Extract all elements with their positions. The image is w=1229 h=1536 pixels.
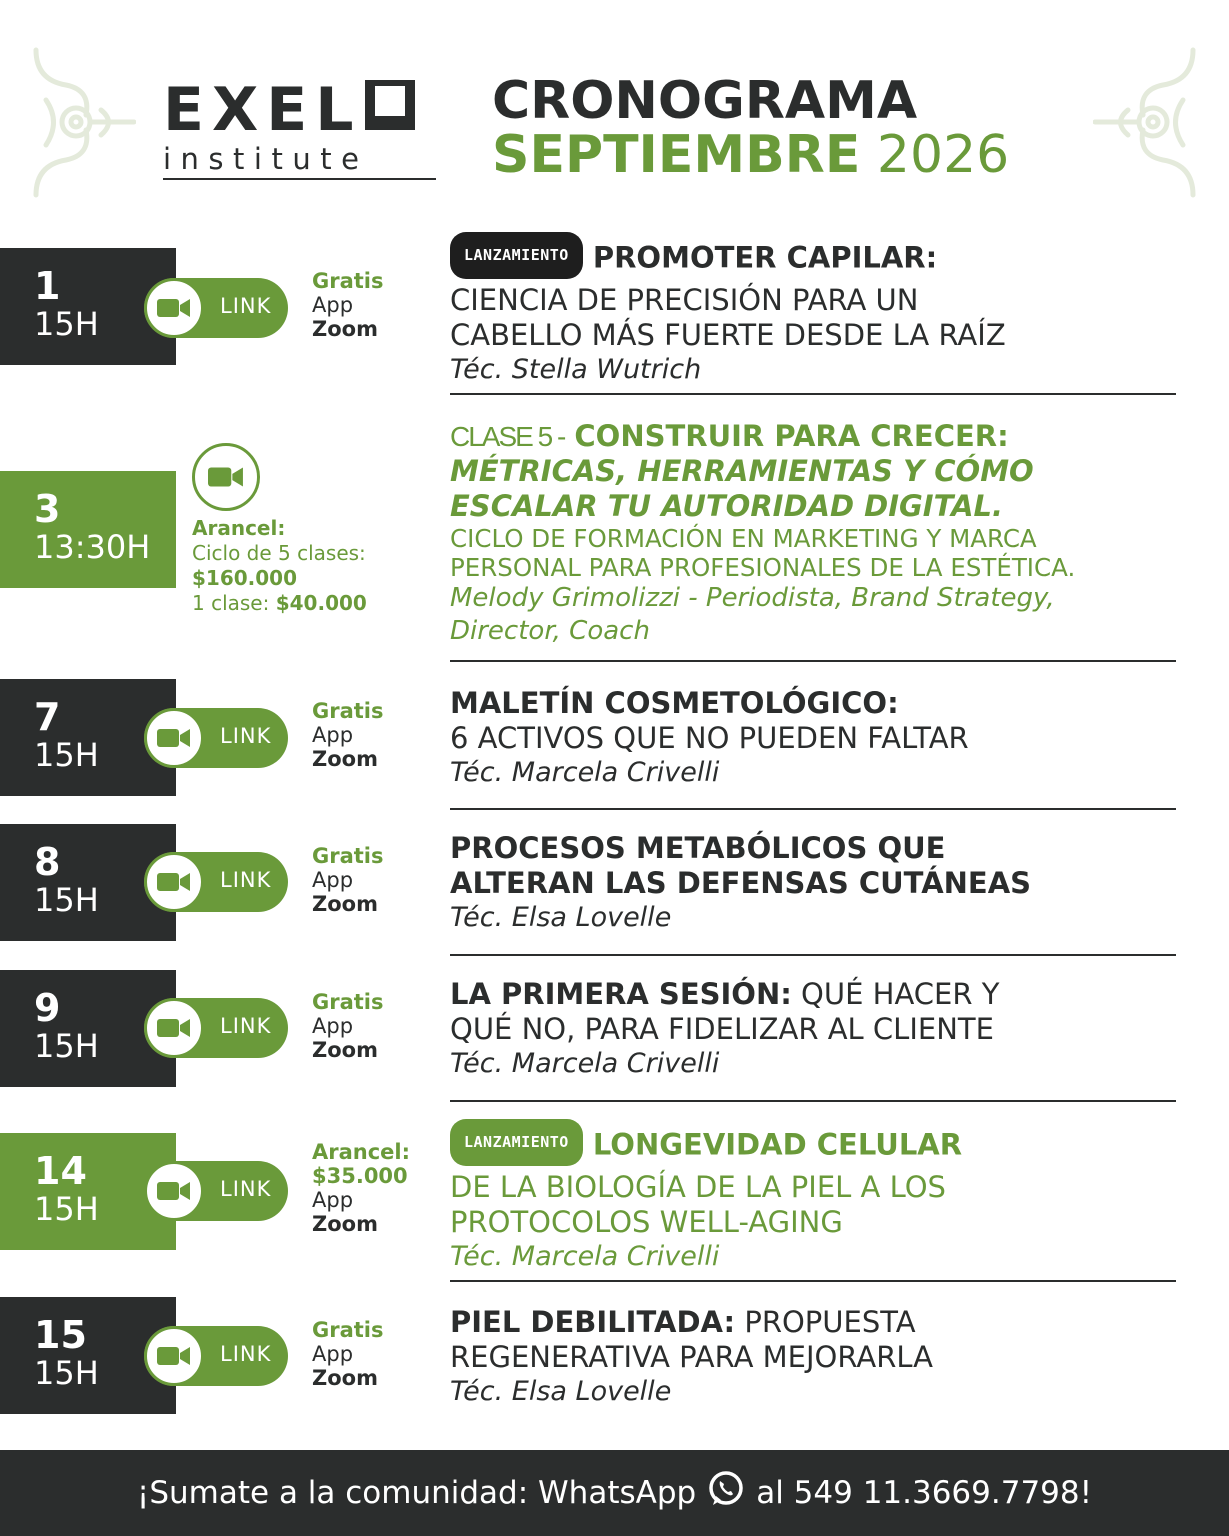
price-cycle-value: $160.000	[192, 566, 298, 590]
video-camera-icon[interactable]	[192, 443, 260, 511]
zoom-link-button-8[interactable]	[144, 852, 288, 912]
price-value: $35.000	[312, 1164, 408, 1188]
price-label: Arancel:	[312, 1140, 411, 1164]
event-price-7	[312, 699, 384, 771]
logo-sub-text: institute	[163, 142, 369, 176]
event-speaker: Téc. Marcela Crivelli	[450, 757, 720, 788]
event-speaker: Téc. Marcela Crivelli	[450, 1048, 720, 1079]
event-time: 15H	[34, 881, 99, 919]
logo-square-icon	[365, 80, 415, 130]
event-subtitle: PERSONAL PARA PROFESIONALES DE LA ESTÉTICA.	[450, 553, 1076, 582]
event-title: LONGEVIDAD CELULAR	[592, 1127, 963, 1162]
event-title: LA PRIMERA SESIÓN:	[450, 977, 792, 1011]
platform-app: App	[312, 1342, 354, 1366]
right-ornament	[1093, 40, 1203, 205]
link-label: LINK	[220, 868, 272, 892]
separator	[450, 954, 1176, 956]
price-label: Arancel:	[192, 516, 286, 540]
price-label: Gratis	[312, 1318, 384, 1342]
platform-zoom: Zoom	[312, 1366, 378, 1390]
platform-zoom: Zoom	[312, 747, 378, 771]
video-camera-icon	[144, 852, 204, 912]
event-speaker: Director, Coach	[450, 616, 650, 646]
event-day: 8	[34, 840, 61, 884]
video-camera-icon	[144, 1326, 204, 1386]
link-label: LINK	[220, 724, 272, 748]
class-number: CLASE 5 -	[450, 421, 565, 452]
price-label: Gratis	[312, 844, 384, 868]
event-title-line: CABELLO MÁS FUERTE DESDE LA RAÍZ	[450, 318, 1006, 352]
event-3	[450, 419, 1210, 648]
event-title-line: QUÉ NO, PARA FIDELIZAR AL CLIENTE	[450, 1012, 994, 1046]
platform-app: App	[312, 868, 354, 892]
event-title: CONSTRUIR PARA CRECER:	[574, 419, 1009, 453]
launch-badge: LANZAMIENTO	[450, 232, 583, 279]
event-title-line: ALTERAN LAS DEFENSAS CUTÁNEAS	[450, 866, 1032, 900]
event-8	[450, 831, 1210, 935]
video-camera-icon	[144, 998, 204, 1058]
left-ornament	[26, 40, 136, 205]
event-speaker: Melody Grimolizzi - Periodista, Brand Strategy,	[450, 583, 1055, 613]
event-title: PROMOTER CAPILAR:	[592, 240, 938, 275]
event-day: 9	[34, 986, 61, 1030]
title-month: SEPTIEMBRE	[492, 125, 861, 185]
platform-app: App	[312, 1188, 354, 1212]
platform-app: App	[312, 1014, 354, 1038]
event-day: 3	[34, 487, 61, 531]
zoom-link-button-15[interactable]	[144, 1326, 288, 1386]
separator	[450, 1280, 1176, 1282]
video-camera-icon	[144, 708, 204, 768]
event-day: 15	[34, 1313, 87, 1357]
event-time: 15H	[34, 1190, 99, 1228]
footer-banner	[0, 1450, 1229, 1536]
event-title: PROCESOS METABÓLICOS QUE	[450, 831, 946, 865]
whatsapp-icon[interactable]	[706, 1469, 746, 1517]
event-time: 15H	[34, 1354, 99, 1392]
event-title-line: REGENERATIVA PARA MEJORARLA	[450, 1340, 934, 1374]
zoom-link-button-9[interactable]	[144, 998, 288, 1058]
price-label: Gratis	[312, 269, 384, 293]
event-speaker: Téc. Stella Wutrich	[450, 354, 702, 385]
event-speaker: Téc. Elsa Lovelle	[450, 1376, 672, 1407]
video-camera-icon	[144, 278, 204, 338]
logo-underline	[163, 178, 436, 180]
event-title-line: ESCALAR TU AUTORIDAD DIGITAL.	[450, 489, 1004, 523]
price-cycle: Ciclo de 5 clases:	[192, 541, 366, 565]
event-price-9	[312, 990, 384, 1062]
launch-badge: LANZAMIENTO	[450, 1119, 583, 1166]
event-7	[450, 686, 1210, 790]
event-title-rest: PROPUESTA	[735, 1305, 916, 1339]
footer-phone[interactable]: al 549 11.3669.7798!	[756, 1475, 1093, 1511]
price-label: Gratis	[312, 990, 384, 1014]
event-speaker: Téc. Marcela Crivelli	[450, 1241, 720, 1272]
platform-app: App	[312, 723, 354, 747]
title-year: 2026	[876, 125, 1010, 185]
link-label: LINK	[220, 1014, 272, 1038]
link-label: LINK	[220, 1177, 272, 1201]
platform-zoom: Zoom	[312, 892, 378, 916]
event-price-1	[312, 269, 384, 341]
separator	[450, 808, 1176, 810]
price-single: 1 clase:	[192, 591, 276, 615]
platform-zoom: Zoom	[312, 1212, 378, 1236]
page-title: CRONOGRAMA	[492, 71, 918, 131]
event-time: 15H	[34, 305, 99, 343]
separator	[450, 660, 1176, 662]
event-speaker: Téc. Elsa Lovelle	[450, 902, 672, 933]
event-1	[450, 236, 1210, 387]
event-day: 14	[34, 1149, 87, 1193]
platform-zoom: Zoom	[312, 1038, 378, 1062]
event-subtitle: CICLO DE FORMACIÓN EN MARKETING Y MARCA	[450, 524, 1037, 553]
event-time: 15H	[34, 1027, 99, 1065]
event-price-3	[192, 516, 367, 616]
event-title: MALETÍN COSMETOLÓGICO:	[450, 686, 899, 720]
separator	[450, 393, 1176, 395]
event-title-line: CIENCIA DE PRECISIÓN PARA UN	[450, 283, 919, 317]
platform-app: App	[312, 293, 354, 317]
event-price-14	[312, 1140, 410, 1236]
link-label: LINK	[220, 294, 272, 318]
page-subtitle	[492, 126, 1009, 184]
zoom-link-button-14[interactable]	[144, 1161, 288, 1221]
platform-zoom: Zoom	[312, 317, 378, 341]
event-title: PIEL DEBILITADA:	[450, 1305, 736, 1339]
date-block-3	[0, 471, 176, 588]
event-day: 7	[34, 695, 61, 739]
event-9	[450, 977, 1210, 1081]
separator	[450, 1100, 1176, 1102]
logo-main-text: EXEL	[163, 75, 362, 145]
footer-text: ¡Sumate a la comunidad: WhatsApp	[136, 1475, 697, 1511]
link-label: LINK	[220, 1342, 272, 1366]
zoom-link-button-7[interactable]	[144, 708, 288, 768]
event-title-line: MÉTRICAS, HERRAMIENTAS Y CÓMO	[450, 454, 1034, 488]
event-price-15	[312, 1318, 384, 1390]
exel-logo	[163, 75, 438, 180]
event-14	[450, 1123, 1210, 1274]
event-title-rest: QUÉ HACER Y	[791, 977, 1000, 1011]
event-day: 1	[34, 264, 61, 308]
event-price-8	[312, 844, 384, 916]
event-15	[450, 1305, 1210, 1409]
event-time: 13:30H	[34, 528, 151, 566]
zoom-link-button-1[interactable]	[144, 278, 288, 338]
video-camera-icon	[144, 1161, 204, 1221]
event-title-line: PROTOCOLOS WELL-AGING	[450, 1205, 843, 1239]
event-time: 15H	[34, 736, 99, 774]
price-single-value: $40.000	[275, 591, 367, 615]
event-title-line: 6 ACTIVOS QUE NO PUEDEN FALTAR	[450, 721, 969, 755]
price-label: Gratis	[312, 699, 384, 723]
event-title-line: DE LA BIOLOGÍA DE LA PIEL A LOS	[450, 1170, 946, 1204]
